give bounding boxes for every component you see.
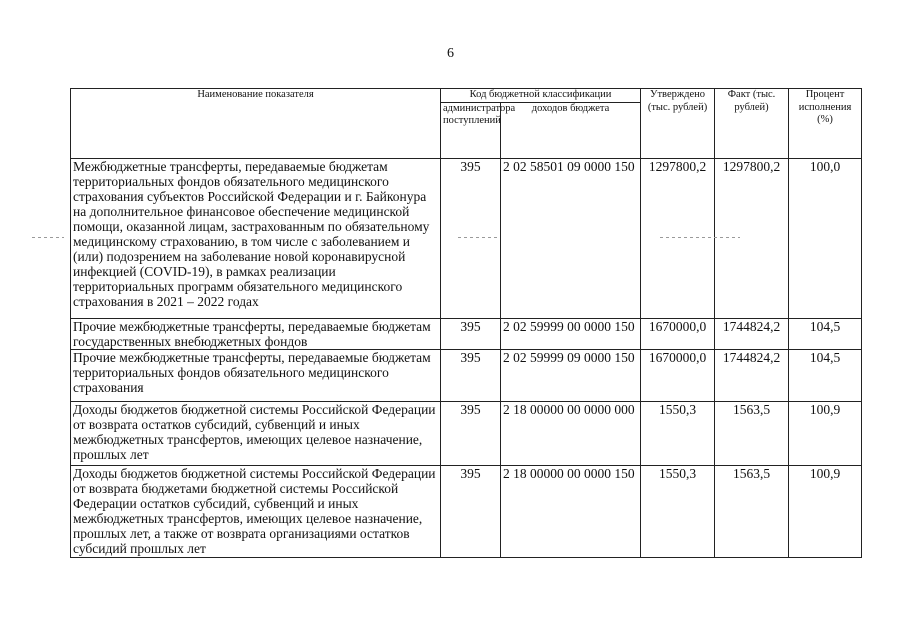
indicator-name-cell: Прочие межбюджетные трансферты, передаваемые бюджетам территориальных фондов обязательного медицинского страхования: [71, 349, 441, 401]
header-approved: Утверждено (тыс. рублей): [641, 89, 715, 159]
actual-amount-cell: 1744824,2: [715, 349, 789, 401]
indicator-name-cell: Доходы бюджетов бюджетной системы Российской Федерации от возврата остатков субсидий, субвенций и иных межбюджетных трансфертов, имеющих целевое назначение, прошлых лет: [71, 401, 441, 465]
budget-code-cell: 2 02 59999 09 0000 150: [501, 349, 641, 401]
table-body: [71, 158, 862, 557]
indicator-name-cell: Прочие межбюджетные трансферты, передаваемые бюджетам государственных внебюджетных фондов: [71, 318, 441, 349]
percent-cell: 104,5: [789, 318, 862, 349]
actual-amount-cell: 1563,5: [715, 465, 789, 557]
percent-cell: 100,9: [789, 465, 862, 557]
approved-amount-cell: 1550,3: [641, 465, 715, 557]
table-row: [71, 318, 862, 349]
administrator-code-cell: 395: [441, 158, 501, 318]
actual-amount-cell: 1563,5: [715, 401, 789, 465]
administrator-code-cell: 395: [441, 465, 501, 557]
header-administrator: администратора поступлений: [441, 102, 501, 158]
header-revenue: доходов бюджета: [501, 102, 641, 158]
table-row: [71, 349, 862, 401]
approved-amount-cell: 1670000,0: [641, 318, 715, 349]
budget-code-cell: 2 02 58501 09 0000 150: [501, 158, 641, 318]
percent-cell: 104,5: [789, 349, 862, 401]
table-row: [71, 158, 862, 318]
budget-code-cell: 2 18 00000 00 0000 150: [501, 465, 641, 557]
percent-cell: 100,9: [789, 401, 862, 465]
approved-amount-cell: 1670000,0: [641, 349, 715, 401]
header-budget-code: Код бюджетной классификации: [441, 89, 641, 103]
scan-artifact: [32, 237, 64, 238]
approved-amount-cell: 1550,3: [641, 401, 715, 465]
header-indicator-name: Наименование показателя: [71, 89, 441, 159]
scan-artifact: [458, 237, 498, 238]
budget-code-cell: 2 18 00000 00 0000 000: [501, 401, 641, 465]
approved-amount-cell: 1297800,2: [641, 158, 715, 318]
indicator-name-cell: Доходы бюджетов бюджетной системы Российской Федерации от возврата бюджетами бюджетной системы Российской Федерации остатков субсидий, субвенций и иных межбюджетных трансфертов, имеющих целевое назначение, прошлых лет, а также от возврата организациями остатков субсидий прошлых лет: [71, 465, 441, 557]
administrator-code-cell: 395: [441, 401, 501, 465]
percent-cell: 100,0: [789, 158, 862, 318]
page-number: 6: [447, 46, 454, 61]
indicator-name-cell: Межбюджетные трансферты, передаваемые бюджетам территориальных фондов обязательного медицинского страхования субъектов Российской Федерации и г. Байконура на дополнительное финансовое обеспечение медицинской помощи, оказанной лицам, застрахованным по обязательному медицинскому страхованию, в том числе с заболеванием и (или) подозрением на заболевание новой коронавирусной инфекцией (COVID-19), в рамках реализации территориальных программ обязательного медицинского страхования в 2021 – 2022 годах: [71, 158, 441, 318]
actual-amount-cell: 1744824,2: [715, 318, 789, 349]
table-row: [71, 465, 862, 557]
administrator-code-cell: 395: [441, 349, 501, 401]
scan-artifact: [660, 237, 740, 238]
header-percent: Процент исполнения (%): [789, 89, 862, 159]
actual-amount-cell: 1297800,2: [715, 158, 789, 318]
header-actual: Факт (тыс. рублей): [715, 89, 789, 159]
administrator-code-cell: 395: [441, 318, 501, 349]
budget-report-table: [70, 88, 862, 558]
budget-code-cell: 2 02 59999 00 0000 150: [501, 318, 641, 349]
table-row: [71, 401, 862, 465]
